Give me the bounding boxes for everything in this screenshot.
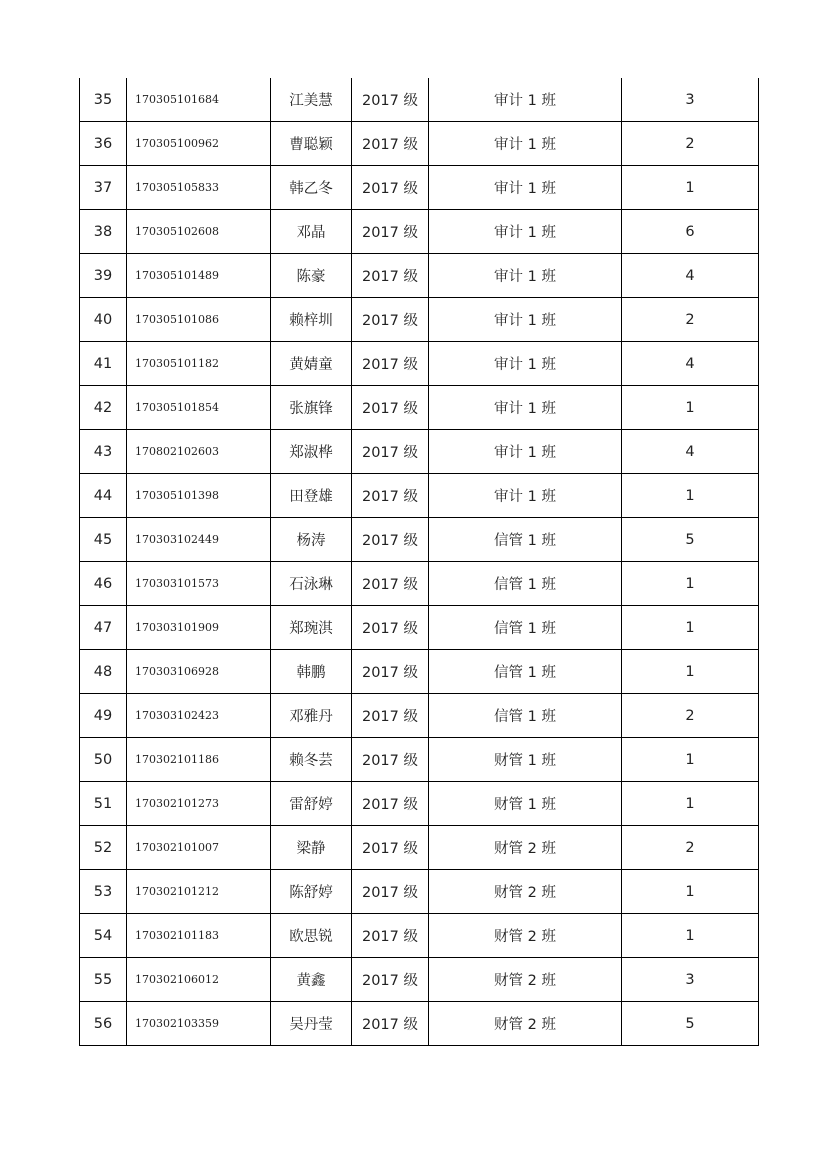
- row-number-cell: 49: [80, 694, 127, 738]
- student-id-cell: 170305102608: [127, 210, 271, 254]
- student-id-cell: 170305101182: [127, 342, 271, 386]
- student-id-cell: 170302101186: [127, 738, 271, 782]
- row-number-cell: 53: [80, 870, 127, 914]
- student-name-cell: 郑琬淇: [271, 606, 352, 650]
- student-id-cell: 170303101909: [127, 606, 271, 650]
- class-cell: 审计 1 班: [429, 210, 622, 254]
- student-name-cell: 江美慧: [271, 78, 352, 122]
- grade-cell: 2017 级: [352, 342, 429, 386]
- row-number-cell: 38: [80, 210, 127, 254]
- table-row: [80, 386, 759, 430]
- student-id-cell: 170303102423: [127, 694, 271, 738]
- table-row: [80, 870, 759, 914]
- student-name-cell: 曹聪颖: [271, 122, 352, 166]
- student-name-cell: 吴丹莹: [271, 1002, 352, 1046]
- class-cell: 信管 1 班: [429, 694, 622, 738]
- class-cell: 审计 1 班: [429, 342, 622, 386]
- count-cell: 1: [622, 386, 759, 430]
- count-cell: 3: [622, 958, 759, 1002]
- student-name-cell: 赖梓圳: [271, 298, 352, 342]
- student-id-cell: 170303106928: [127, 650, 271, 694]
- row-number-cell: 36: [80, 122, 127, 166]
- student-id-cell: 170305101086: [127, 298, 271, 342]
- student-name-cell: 陈豪: [271, 254, 352, 298]
- grade-cell: 2017 级: [352, 166, 429, 210]
- row-number-cell: 43: [80, 430, 127, 474]
- count-cell: 1: [622, 870, 759, 914]
- count-cell: 3: [622, 78, 759, 122]
- class-cell: 财管 2 班: [429, 958, 622, 1002]
- table-row: [80, 474, 759, 518]
- class-cell: 信管 1 班: [429, 650, 622, 694]
- class-cell: 财管 2 班: [429, 914, 622, 958]
- count-cell: 1: [622, 650, 759, 694]
- student-name-cell: 田登雄: [271, 474, 352, 518]
- table-row: [80, 562, 759, 606]
- class-cell: 审计 1 班: [429, 78, 622, 122]
- class-cell: 财管 2 班: [429, 826, 622, 870]
- count-cell: 4: [622, 430, 759, 474]
- class-cell: 审计 1 班: [429, 254, 622, 298]
- student-name-cell: 雷舒婷: [271, 782, 352, 826]
- table-row: [80, 122, 759, 166]
- count-cell: 1: [622, 166, 759, 210]
- count-cell: 2: [622, 826, 759, 870]
- row-number-cell: 42: [80, 386, 127, 430]
- count-cell: 1: [622, 562, 759, 606]
- grade-cell: 2017 级: [352, 386, 429, 430]
- student-name-cell: 杨涛: [271, 518, 352, 562]
- count-cell: 4: [622, 342, 759, 386]
- grade-cell: 2017 级: [352, 562, 429, 606]
- grade-cell: 2017 级: [352, 210, 429, 254]
- student-name-cell: 欧思锐: [271, 914, 352, 958]
- student-id-cell: 170302101183: [127, 914, 271, 958]
- student-id-cell: 170302101273: [127, 782, 271, 826]
- student-name-cell: 韩乙冬: [271, 166, 352, 210]
- grade-cell: 2017 级: [352, 870, 429, 914]
- row-number-cell: 54: [80, 914, 127, 958]
- student-name-cell: 梁静: [271, 826, 352, 870]
- table-row: [80, 694, 759, 738]
- student-id-cell: 170305101684: [127, 78, 271, 122]
- table-row: [80, 826, 759, 870]
- class-cell: 财管 1 班: [429, 782, 622, 826]
- grade-cell: 2017 级: [352, 650, 429, 694]
- student-name-cell: 石泳琳: [271, 562, 352, 606]
- row-number-cell: 56: [80, 1002, 127, 1046]
- student-id-cell: 170302103359: [127, 1002, 271, 1046]
- student-name-cell: 黄鑫: [271, 958, 352, 1002]
- student-name-cell: 郑淑桦: [271, 430, 352, 474]
- table-row: [80, 430, 759, 474]
- student-id-cell: 170305101489: [127, 254, 271, 298]
- count-cell: 1: [622, 738, 759, 782]
- student-name-cell: 赖冬芸: [271, 738, 352, 782]
- student-id-cell: 170302101007: [127, 826, 271, 870]
- row-number-cell: 39: [80, 254, 127, 298]
- row-number-cell: 51: [80, 782, 127, 826]
- class-cell: 审计 1 班: [429, 386, 622, 430]
- grade-cell: 2017 级: [352, 782, 429, 826]
- table-row: [80, 738, 759, 782]
- class-cell: 审计 1 班: [429, 122, 622, 166]
- grade-cell: 2017 级: [352, 474, 429, 518]
- row-number-cell: 48: [80, 650, 127, 694]
- student-name-cell: 黄婧童: [271, 342, 352, 386]
- row-number-cell: 46: [80, 562, 127, 606]
- table-row: [80, 78, 759, 122]
- table-row: [80, 914, 759, 958]
- table-row: [80, 254, 759, 298]
- table-row: [80, 210, 759, 254]
- class-cell: 审计 1 班: [429, 298, 622, 342]
- class-cell: 财管 2 班: [429, 1002, 622, 1046]
- row-number-cell: 41: [80, 342, 127, 386]
- student-id-cell: 170302106012: [127, 958, 271, 1002]
- student-id-cell: 170305101854: [127, 386, 271, 430]
- row-number-cell: 45: [80, 518, 127, 562]
- table-row: [80, 958, 759, 1002]
- grade-cell: 2017 级: [352, 958, 429, 1002]
- table-row: [80, 166, 759, 210]
- grade-cell: 2017 级: [352, 298, 429, 342]
- table-row: [80, 650, 759, 694]
- count-cell: 2: [622, 122, 759, 166]
- student-id-cell: 170303102449: [127, 518, 271, 562]
- student-id-cell: 170303101573: [127, 562, 271, 606]
- count-cell: 1: [622, 474, 759, 518]
- count-cell: 4: [622, 254, 759, 298]
- count-cell: 1: [622, 606, 759, 650]
- row-number-cell: 55: [80, 958, 127, 1002]
- student-id-cell: 170305105833: [127, 166, 271, 210]
- student-name-cell: 陈舒婷: [271, 870, 352, 914]
- student-id-cell: 170305101398: [127, 474, 271, 518]
- grade-cell: 2017 级: [352, 518, 429, 562]
- count-cell: 1: [622, 782, 759, 826]
- student-id-cell: 170302101212: [127, 870, 271, 914]
- row-number-cell: 44: [80, 474, 127, 518]
- row-number-cell: 37: [80, 166, 127, 210]
- grade-cell: 2017 级: [352, 430, 429, 474]
- class-cell: 财管 1 班: [429, 738, 622, 782]
- grade-cell: 2017 级: [352, 694, 429, 738]
- count-cell: 1: [622, 914, 759, 958]
- row-number-cell: 35: [80, 78, 127, 122]
- grade-cell: 2017 级: [352, 78, 429, 122]
- table-row: [80, 782, 759, 826]
- count-cell: 5: [622, 518, 759, 562]
- class-cell: 信管 1 班: [429, 606, 622, 650]
- grade-cell: 2017 级: [352, 122, 429, 166]
- row-number-cell: 52: [80, 826, 127, 870]
- row-number-cell: 47: [80, 606, 127, 650]
- grade-cell: 2017 级: [352, 826, 429, 870]
- student-id-cell: 170305100962: [127, 122, 271, 166]
- table-row: [80, 606, 759, 650]
- grade-cell: 2017 级: [352, 606, 429, 650]
- table-row: [80, 518, 759, 562]
- student-name-cell: 邓晶: [271, 210, 352, 254]
- count-cell: 2: [622, 298, 759, 342]
- row-number-cell: 50: [80, 738, 127, 782]
- class-cell: 审计 1 班: [429, 474, 622, 518]
- grade-cell: 2017 级: [352, 738, 429, 782]
- count-cell: 6: [622, 210, 759, 254]
- class-cell: 财管 2 班: [429, 870, 622, 914]
- class-cell: 审计 1 班: [429, 430, 622, 474]
- table-row: [80, 342, 759, 386]
- class-cell: 信管 1 班: [429, 518, 622, 562]
- class-cell: 信管 1 班: [429, 562, 622, 606]
- table-row: [80, 1002, 759, 1046]
- table-row: [80, 298, 759, 342]
- grade-cell: 2017 级: [352, 914, 429, 958]
- student-id-cell: 170802102603: [127, 430, 271, 474]
- count-cell: 5: [622, 1002, 759, 1046]
- grade-cell: 2017 级: [352, 254, 429, 298]
- student-name-cell: 张旗锋: [271, 386, 352, 430]
- grade-cell: 2017 级: [352, 1002, 429, 1046]
- student-table: [79, 78, 759, 1046]
- student-name-cell: 邓雅丹: [271, 694, 352, 738]
- count-cell: 2: [622, 694, 759, 738]
- student-name-cell: 韩鹏: [271, 650, 352, 694]
- row-number-cell: 40: [80, 298, 127, 342]
- class-cell: 审计 1 班: [429, 166, 622, 210]
- table-body: [80, 78, 759, 1046]
